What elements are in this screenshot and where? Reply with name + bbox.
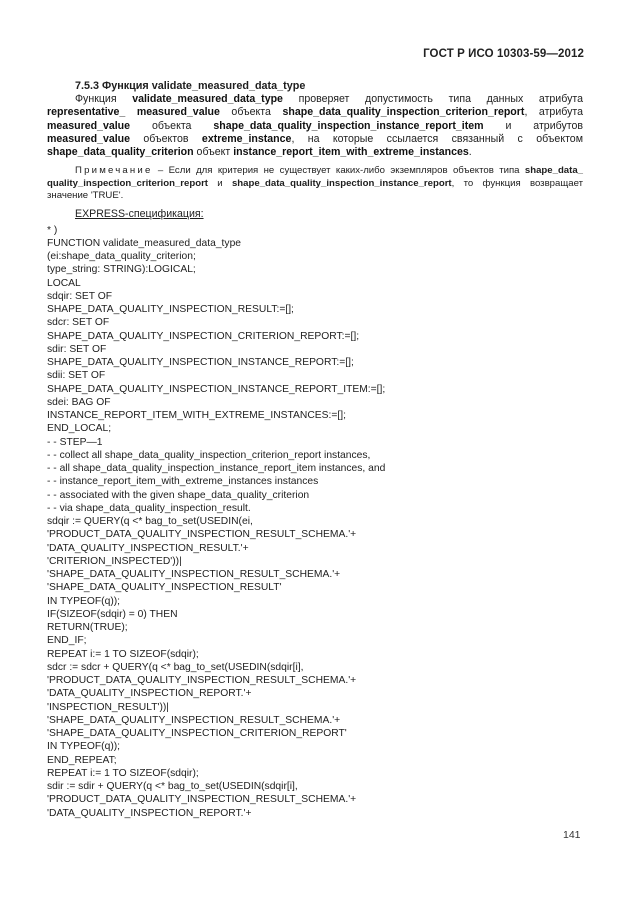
code-line: - - STEP—1 xyxy=(47,436,103,448)
code-line: - - via shape_data_quality_inspection_result. xyxy=(47,502,251,514)
bold-term: shape_data_quality_criterion xyxy=(47,146,194,159)
code-line: 'SHAPE_DATA_QUALITY_INSPECTION_CRITERION_REPORT' xyxy=(47,728,347,740)
bold-term: shape_data_quality_inspection_instance_report_item xyxy=(213,119,484,132)
code-line: SHAPE_DATA_QUALITY_INSPECTION_INSTANCE_REPORT:=[]; xyxy=(47,357,354,369)
text-run: , на которые ссылается связанный с объектом xyxy=(291,132,583,145)
code-line: SHAPE_DATA_QUALITY_INSPECTION_RESULT:=[]; xyxy=(47,304,294,316)
text-run: . xyxy=(468,146,472,159)
bold-term: validate_measured_data_type xyxy=(132,93,283,106)
code-line: 'DATA_QUALITY_INSPECTION_RESULT.'+ xyxy=(47,542,249,554)
code-line: RETURN(TRUE); xyxy=(47,622,128,634)
text-run: , атрибута xyxy=(524,106,583,119)
code-line: SHAPE_DATA_QUALITY_INSPECTION_INSTANCE_REPORT_ITEM:=[]; xyxy=(47,383,386,395)
code-line: 'PRODUCT_DATA_QUALITY_INSPECTION_RESULT_SCHEMA.'+ xyxy=(47,529,357,541)
bold-term: instance_report_item_with_extreme_instances xyxy=(233,146,469,159)
section-paragraph xyxy=(47,93,583,159)
express-spec-label: EXPRESS-спецификация: xyxy=(75,208,204,221)
code-line: IF(SIZEOF(sdqir) = 0) THEN xyxy=(47,608,178,620)
code-line: REPEAT i:= 1 TO SIZEOF(sdqir); xyxy=(47,648,199,660)
code-line: END_REPEAT; xyxy=(47,754,117,766)
code-line: 'SHAPE_DATA_QUALITY_INSPECTION_RESULT_SCHEMA.'+ xyxy=(47,569,341,581)
code-line: 'SHAPE_DATA_QUALITY_INSPECTION_RESULT_SCHEMA.'+ xyxy=(47,714,341,726)
code-line: 'PRODUCT_DATA_QUALITY_INSPECTION_RESULT_SCHEMA.'+ xyxy=(47,794,357,806)
text-run: , то функция возвращает значение 'TRUE'. xyxy=(47,177,583,202)
code-line: sdqir := QUERY(q <* bag_to_set(USEDIN(ei, xyxy=(47,516,253,528)
code-line: 'DATA_QUALITY_INSPECTION_REPORT.'+ xyxy=(47,688,252,700)
text-run: и xyxy=(208,177,232,189)
text-run: объекта xyxy=(219,106,283,119)
standard-header: ГОСТ Р ИСО 10303-59—2012 xyxy=(423,48,584,60)
code-line: sdqir: SET OF xyxy=(47,290,113,302)
code-line: REPEAT i:= 1 TO SIZEOF(sdqir); xyxy=(47,767,199,779)
text-run: – Если для критерия не существует каких-либо экземпляров объектов типа xyxy=(152,165,525,177)
code-line: (ei:shape_data_quality_criterion; xyxy=(47,251,196,263)
code-line: - - associated with the given shape_data_quality_criterion xyxy=(47,489,310,501)
code-line: LOCAL xyxy=(47,277,81,289)
code-line: - - instance_report_item_with_extreme_instances instances xyxy=(47,476,319,488)
text-run: проверяет допустимость типа данных атрибута xyxy=(282,93,583,106)
code-line: 'SHAPE_DATA_QUALITY_INSPECTION_RESULT' xyxy=(47,582,282,594)
bold-term: shape_data_quality_inspection_criterion_report xyxy=(282,106,525,119)
code-line: - - all shape_data_quality_inspection_instance_report_item instances, and xyxy=(47,463,386,475)
page-content xyxy=(47,80,583,820)
code-line: 'INSPECTION_RESULT'))| xyxy=(47,701,169,713)
text-run: объекта xyxy=(130,119,214,132)
code-line: INSTANCE_REPORT_ITEM_WITH_EXTREME_INSTANCES:=[]; xyxy=(47,410,346,422)
bold-term: shape_data_quality_inspection_instance_report xyxy=(231,177,452,189)
code-line: END_IF; xyxy=(47,635,87,647)
bold-term: measured_value xyxy=(47,132,131,145)
code-line: sdcr := sdcr + QUERY(q <* bag_to_set(USEDIN(sdqir[i], xyxy=(47,661,304,673)
note-label: Примечание xyxy=(75,165,153,177)
text-run: объект xyxy=(193,146,234,159)
code-line: - - collect all shape_data_quality_inspection_criterion_report instances, xyxy=(47,449,371,461)
code-line: * ) xyxy=(47,224,58,236)
code-line: type_string: STRING):LOGICAL; xyxy=(47,264,196,276)
text-run: и атрибутов xyxy=(483,119,583,132)
bold-term: extreme_instance xyxy=(201,132,292,145)
page-number: 141 xyxy=(563,829,581,841)
bold-term: measured_value xyxy=(47,119,131,132)
section-title: 7.5.3 Функция validate_measured_data_type xyxy=(75,80,306,92)
text-run: объектов xyxy=(130,132,202,145)
text-run: Функция xyxy=(75,93,133,106)
code-line: IN TYPEOF(q)); xyxy=(47,595,121,607)
code-line: 'CRITERION_INSPECTED'))| xyxy=(47,555,182,567)
code-line: 'PRODUCT_DATA_QUALITY_INSPECTION_RESULT_SCHEMA.'+ xyxy=(47,675,357,687)
code-line: FUNCTION validate_measured_data_type xyxy=(47,237,242,249)
bold-term: representative_ measured_value xyxy=(47,106,220,119)
code-line: sdcr: SET OF xyxy=(47,317,110,329)
code-line: SHAPE_DATA_QUALITY_INSPECTION_CRITERION_REPORT:=[]; xyxy=(47,330,360,342)
bold-term: shape_data_ quality_inspection_criterion_report xyxy=(47,165,583,189)
express-code-block xyxy=(47,224,583,820)
code-line: sdii: SET OF xyxy=(47,370,106,382)
code-line: sdei: BAG OF xyxy=(47,396,111,408)
code-line: IN TYPEOF(q)); xyxy=(47,741,121,753)
code-line: END_LOCAL; xyxy=(47,423,112,435)
code-line: 'DATA_QUALITY_INSPECTION_REPORT.'+ xyxy=(47,807,252,819)
note-paragraph xyxy=(47,165,583,202)
code-line: sdir: SET OF xyxy=(47,343,107,355)
code-line: sdir := sdir + QUERY(q <* bag_to_set(USEDIN(sdqir[i], xyxy=(47,781,298,793)
